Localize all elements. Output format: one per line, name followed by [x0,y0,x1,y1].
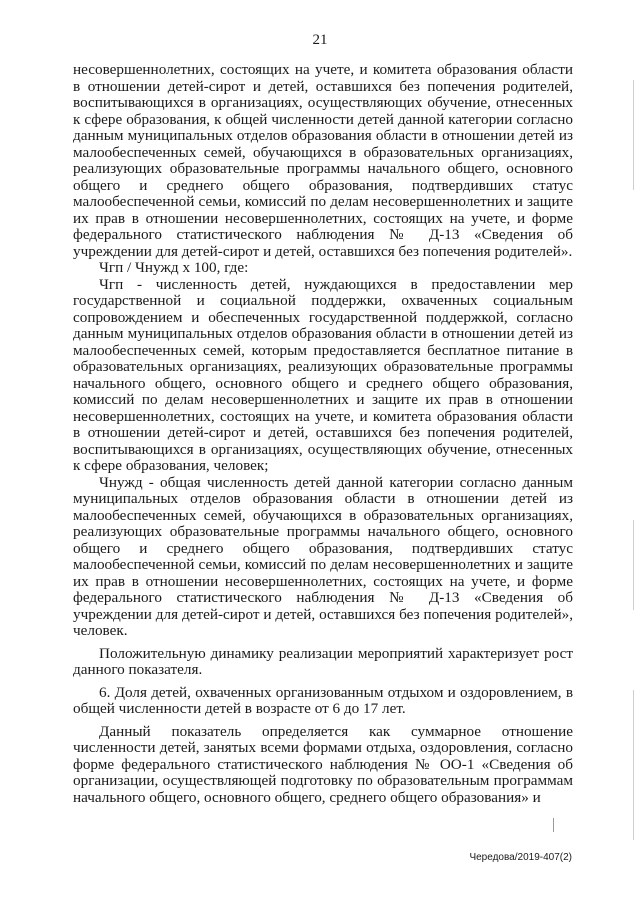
definition-chnuzhd: Чнужд - общая численность детей данной категории согласно данным муниципальных отделов образования области в отношении детей из малообеспеченных семей, обучающихся в образовательных организациях, реализующих образовательные программы начального общего, основного общего и среднего общего образования, подтвердивших статус малообеспеченной семьи, комиссий по делам несовершеннолетних и защите их прав в отношении несовершеннолетних, состоящих на учете, и форме федерального статистического наблюдения № Д-13 «Сведения об учреждении для детей-сирот и детей, оставшихся без попечения родителей», человек. [73,473,573,639]
scan-edge-mark [633,690,634,840]
page-number: 21 [312,32,328,48]
paragraph-continuation: несовершеннолетних, состоящих на учете, и комитета образования области в отношении детей-сирот и детей, оставшихся без попечения родителей, воспитывающихся в организациях, осуществляющих обучение, отнесенных к сфере образования, к общей численности детей данной категории согласно данным муниципальных отделов образования области в отношении детей из малообеспеченных семей, обучающихся в образовательных организациях, реализующих образовательные программы начального общего, основного общего и среднего общего образования, подтвердивших статус малообеспеченной семьи, комиссий по делам несовершеннолетних и защите их прав в отношении несовершеннолетних, состоящих на учете, и форме федерального статистического наблюдения № Д-13 «Сведения об учреждении для детей-сирот и детей, оставшихся без попечения родителей». [73,61,573,260]
document-body [73,62,573,806]
indicator-6-heading: 6. Доля детей, охваченных организованным отдыхом и оздоровлением, в общей численности детей в возрасте от 6 до 17 лет. [73,683,573,717]
definition-chgp: Чгп - численность детей, нуждающихся в предоставлении мер государственной и социальной поддержки, охваченных социальным сопровождением и обеспеченных государственной поддержкой, согласно данным муниципальных отделов образования области в отношении детей из малообеспеченных семей, которым предоставляется бесплатное питание в образовательных организациях, реализующих образовательные программы начального общего, основного общего и среднего общего образования, комиссий по делам несовершеннолетних и защите их прав в отношении несовершеннолетних, состоящих на учете, и комитета образования области в отношении детей-сирот и детей, оставшихся без попечения родителей, воспитывающихся в организациях, осуществляющих обучение, отнесенных к сфере образования, человек; [73,275,573,474]
scan-edge-mark [633,80,634,190]
margin-mark [553,818,554,832]
paragraph-indicator-6: Данный показатель определяется как суммарное отношение численности детей, занятых всеми формами отдыха, оздоровления, согласно форме федерального статистического наблюдения № ОО-1 «Сведения об организации, осуществляющей подготовку по образовательным программам начального общего, основного общего, среднего общего образования» и [73,722,573,806]
scan-edge-mark [633,520,634,610]
formula-line: Чгп / Чнужд x 100, где: [99,259,249,276]
footer-code: Чередова/2019-407(2) [469,852,572,863]
paragraph-dynamics: Положительную динамику реализации мероприятий характеризует рост данного показателя. [73,644,573,678]
